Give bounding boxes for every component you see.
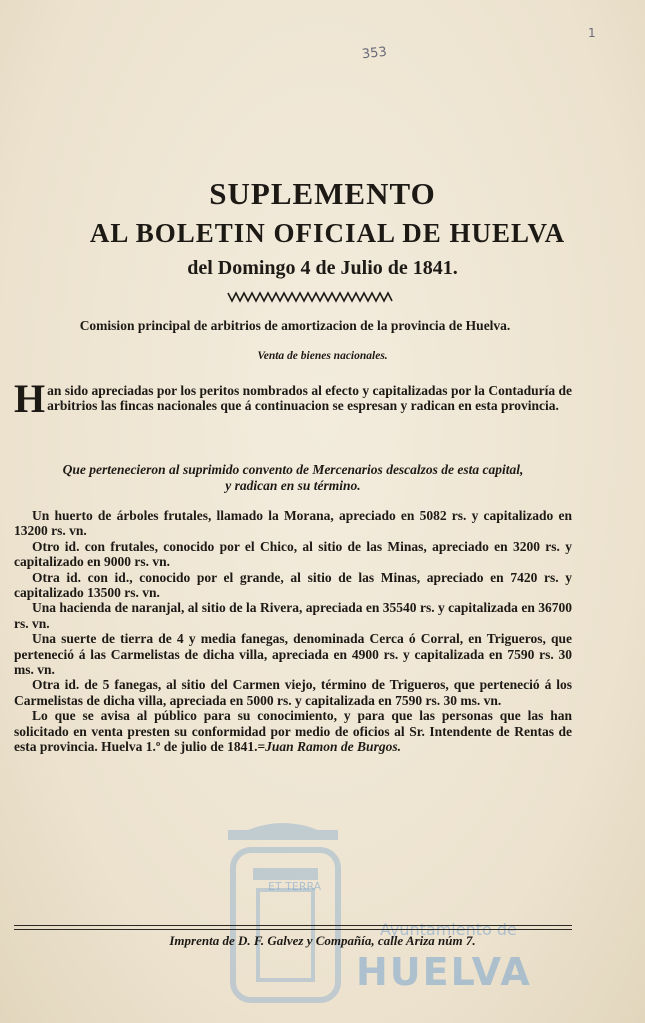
origin-line-1: Que pertenecieron al suprimido convento de Mercenarios descalzos de esta capital, (62, 462, 524, 477)
title-boletin: AL BOLETIN OFICIAL DE HUELVA (89, 218, 566, 248)
property-item: Otra id. con id., conocido por el grande, al sitio de las Minas, apreciado en 7420 rs. y capitalizado 13500 rs. vn. (14, 569, 572, 601)
closing-paragraph (14, 708, 572, 754)
title-date: del Domingo 4 de Julio de 1841. (187, 257, 458, 279)
title-suplemento: SUPLEMENTO (209, 176, 436, 211)
origin-line-2: y radican en su término. (225, 478, 361, 493)
folio-number: 353 (361, 44, 388, 63)
property-item: Otra id. de 5 fanegas, al sitio del Carmen viejo, término de Trigueros, que perteneció á los Carmelistas de dicha villa, apreciada en 5000 rs. y capitalizada en 7590 rs. 30 ms. vn. (14, 677, 572, 708)
intro-paragraph (14, 376, 572, 421)
corner-mark: 1 (588, 26, 596, 40)
property-item: Otro id. con frutales, conocido por el Chico, al sitio de las Minas, apreciado en 3200 rs. y capitalizado en 9000 rs. vn. (14, 538, 572, 570)
property-item: Un huerto de árboles frutales, llamado la Morana, apreciado en 5082 rs. y capitalizado en 13200 rs. vn. (14, 508, 572, 539)
intro-text: an sido apreciadas por los peritos nombrados al efecto y capitalizadas por la Contaduría de arbitrios las fincas nacionales que á continuacion se espresan y radican en esta provincia. (47, 383, 572, 413)
property-item: Una hacienda de naranjal, al sitio de la Rivera, apreciada en 35540 rs. y capitalizada en 36700 rs. vn. (14, 600, 572, 631)
ornament-divider (226, 291, 396, 303)
watermark-brand: Ayuntamiento de (380, 920, 517, 939)
watermark-city: HUELVA (356, 950, 532, 994)
bottom-rule (14, 925, 572, 930)
property-item: Una suerte de tierra de 4 y media fanegas, denominada Cerca ó Corral, en Trigueros, que perteneció á las Carmelistas de dicha villa, apreciada en 4900 rs. y capitalizada en 7590 rs. 30 ms. vn. (14, 631, 572, 678)
property-list (14, 508, 572, 755)
watermark-motto: ET TERRA (268, 880, 322, 893)
commission-heading: Comision principal de arbitrios de amortizacion de la provincia de Huelva. (79, 318, 511, 333)
imprint-line: Imprenta de D. F. Galvez y Compañía, calle Ariza núm 7. (169, 933, 476, 948)
closing-text: Lo que se avisa al público para su conocimiento, y para que las personas que las han solicitado en venta presten su conformidad por medio de oficios al Sr. Intendente de Rentas de esta provincia. Huelva 1.º de julio de 1841.= (14, 708, 572, 755)
origin-heading (14, 462, 572, 494)
drop-cap: H (14, 376, 46, 421)
sale-heading: Venta de bienes nacionales. (257, 350, 388, 362)
signature: Juan Ramon de Burgos. (265, 739, 401, 755)
